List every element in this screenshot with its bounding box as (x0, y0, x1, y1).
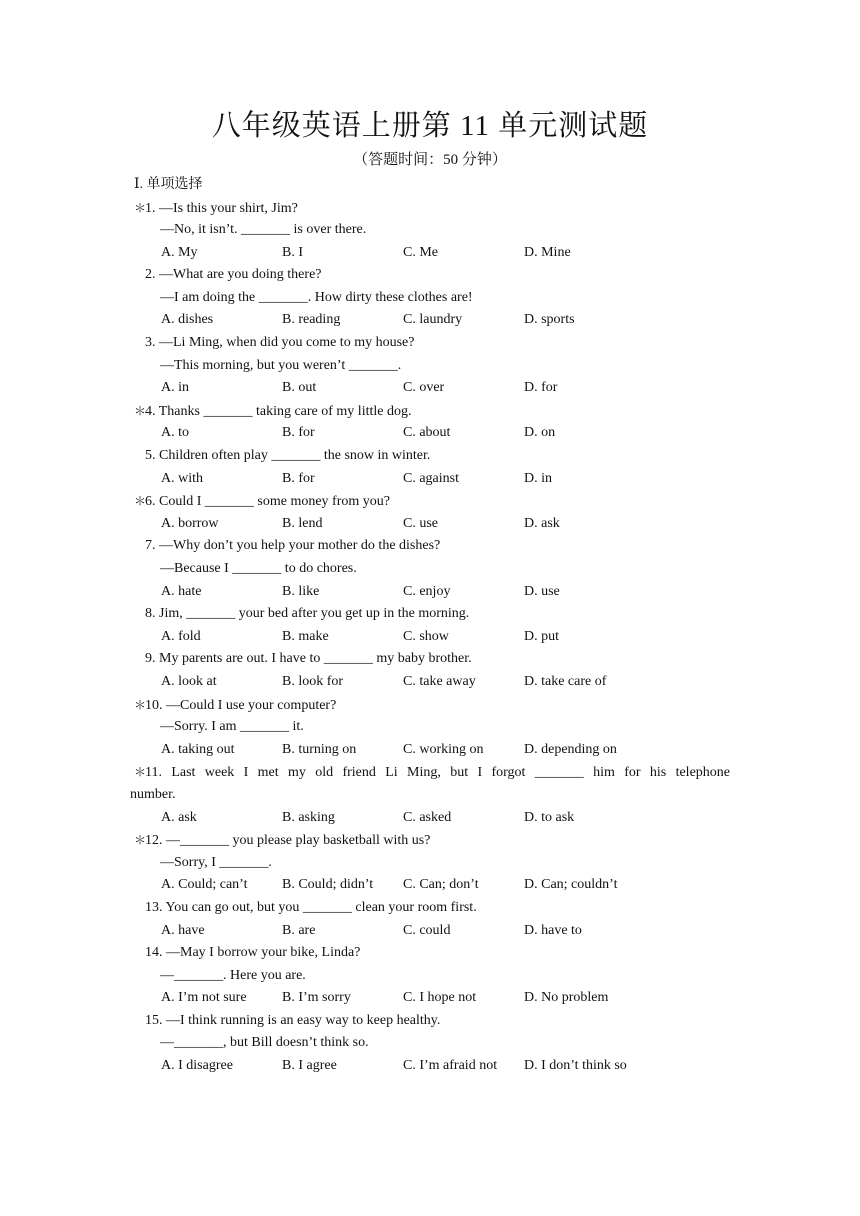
question-item (0, 694, 860, 762)
option-c: C. take away (403, 673, 476, 689)
option-a: A. fold (161, 628, 201, 644)
dialogue-line: —Sorry, I _______. (160, 854, 272, 870)
question-item (0, 942, 860, 1010)
option-b: B. I’m sorry (282, 990, 351, 1006)
page-title: 八年级英语上册第 11 单元测试题 (211, 110, 649, 142)
question-stem: 15. —I think running is an easy way to keep healthy. (145, 1012, 441, 1028)
dialogue-line: —I am doing the _______. How dirty these clothes are! (160, 289, 473, 305)
option-d: D. sports (524, 312, 575, 328)
option-c: C. could (403, 922, 451, 938)
question-stem-continued: number. (130, 786, 176, 802)
option-c: C. enjoy (403, 583, 451, 599)
option-c: C. against (403, 470, 459, 486)
dialogue-line: —Because I _______ to do chores. (160, 561, 357, 576)
option-b: B. asking (282, 809, 335, 825)
option-b: B. turning on (282, 741, 357, 757)
dialogue-line: —No, it isn’t. _______ is over there. (160, 222, 367, 238)
dialogue-line: —This morning, but you weren’t _______. (160, 357, 402, 373)
answer-options (0, 671, 860, 694)
option-a: A. taking out (161, 741, 235, 757)
question-stem: 3. —Li Ming, when did you come to my house? (145, 335, 415, 351)
question-stem: ＊6. Could I _______ some money from you? (134, 494, 390, 510)
answer-options (0, 468, 860, 491)
answer-options (0, 920, 860, 943)
option-d: D. in (524, 470, 552, 486)
question-item (0, 535, 860, 603)
option-c: C. over (403, 380, 445, 396)
question-stem: 2. —What are you doing there? (145, 267, 322, 283)
question-item (0, 648, 860, 693)
option-c: C. laundry (403, 312, 463, 328)
question-list (0, 197, 860, 1078)
answer-options (0, 242, 860, 265)
option-a: A. I’m not sure (161, 990, 247, 1006)
question-item (0, 897, 860, 942)
option-c: C. asked (403, 809, 452, 825)
answer-options (0, 422, 860, 445)
question-item (0, 400, 860, 445)
option-d: D. put (524, 628, 559, 644)
option-b: B. are (282, 922, 316, 938)
option-b: B. reading (282, 312, 341, 328)
option-a: A. dishes (161, 312, 214, 328)
question-stem: ＊1. —Is this your shirt, Jim? (134, 200, 298, 216)
option-b: B. lend (282, 515, 323, 531)
question-stem: ＊12. —_______ you please play basketball with us? (134, 833, 431, 849)
option-a: A. to (161, 425, 189, 441)
answer-options (0, 874, 860, 897)
answer-options (0, 309, 860, 332)
dialogue-line: —Sorry. I am _______ it. (160, 719, 304, 735)
answer-options (0, 513, 860, 536)
question-stem: 5. Children often play _______ the snow in winter. (145, 448, 431, 464)
question-stem: 13. You can go out, but you _______ clean your room first. (145, 899, 477, 915)
option-c: C. Me (403, 244, 438, 260)
dialogue-line: —_______. Here you are. (160, 967, 306, 983)
option-a: A. look at (161, 673, 217, 689)
question-stem: 7. —Why don’t you help your mother do the dishes? (145, 538, 441, 554)
option-d: D. ask (524, 515, 560, 531)
answer-options (0, 739, 860, 762)
option-d: D. Can; couldn’t (524, 877, 618, 893)
option-a: A. hate (161, 583, 202, 599)
option-d: D. depending on (524, 741, 617, 757)
answer-options (0, 1055, 860, 1078)
option-a: A. with (161, 470, 203, 486)
option-d: D. have to (524, 922, 582, 938)
option-c: C. Can; don’t (403, 877, 479, 893)
question-item (0, 761, 860, 829)
option-d: D. to ask (524, 809, 575, 825)
dialogue-line: —_______, but Bill doesn’t think so. (160, 1035, 369, 1051)
section-heading: Ⅰ. 单项选择 (134, 177, 203, 192)
question-item (0, 1010, 860, 1078)
option-c: C. I hope not (403, 990, 477, 1006)
answer-options (0, 581, 860, 604)
option-d: D. use (524, 583, 560, 599)
answer-options (0, 987, 860, 1010)
option-a: A. in (161, 380, 189, 396)
question-stem: 9. My parents are out. I have to _______ my baby brother. (145, 651, 472, 667)
option-d: D. Mine (524, 244, 571, 260)
option-c: C. working on (403, 741, 484, 757)
option-b: B. like (282, 583, 320, 599)
question-item (0, 197, 860, 265)
question-item (0, 603, 860, 648)
question-item (0, 445, 860, 490)
time-note: （答题时间：50 分钟） (353, 152, 507, 168)
option-a: A. borrow (161, 515, 219, 531)
option-b: B. I (282, 244, 303, 260)
option-a: A. have (161, 922, 205, 938)
question-item (0, 264, 860, 332)
option-b: B. out (282, 380, 317, 396)
option-d: D. I don’t think so (524, 1058, 627, 1074)
question-stem: 14. —May I borrow your bike, Linda? (145, 945, 361, 961)
option-b: B. make (282, 628, 329, 644)
question-item (0, 490, 860, 535)
option-d: D. on (524, 425, 556, 441)
option-a: A. My (161, 244, 198, 260)
question-stem: ＊11. Last week I met my old friend Li Ming, but I forgot _______ him for his telephone (134, 765, 730, 781)
answer-options (0, 377, 860, 400)
question-item (0, 829, 860, 897)
question-stem: 8. Jim, _______ your bed after you get up in the morning. (145, 606, 470, 622)
answer-options (0, 626, 860, 649)
option-c: C. use (403, 515, 438, 531)
option-c: C. I’m afraid not (403, 1058, 498, 1074)
option-b: B. for (282, 470, 315, 486)
option-b: B. Could; didn’t (282, 877, 374, 893)
option-b: B. for (282, 425, 315, 441)
answer-options (0, 807, 860, 830)
option-b: B. look for (282, 673, 344, 689)
option-a: A. I disagree (161, 1058, 233, 1074)
option-d: D. No problem (524, 990, 609, 1006)
question-stem: ＊4. Thanks _______ taking care of my little dog. (134, 403, 412, 419)
option-b: B. I agree (282, 1058, 337, 1074)
option-a: A. Could; can’t (161, 877, 248, 893)
option-d: D. take care of (524, 673, 607, 689)
option-a: A. ask (161, 809, 197, 825)
question-item (0, 332, 860, 400)
option-d: D. for (524, 380, 558, 396)
question-stem: ＊10. —Could I use your computer? (134, 697, 337, 713)
option-c: C. about (403, 425, 451, 441)
option-c: C. show (403, 628, 449, 644)
